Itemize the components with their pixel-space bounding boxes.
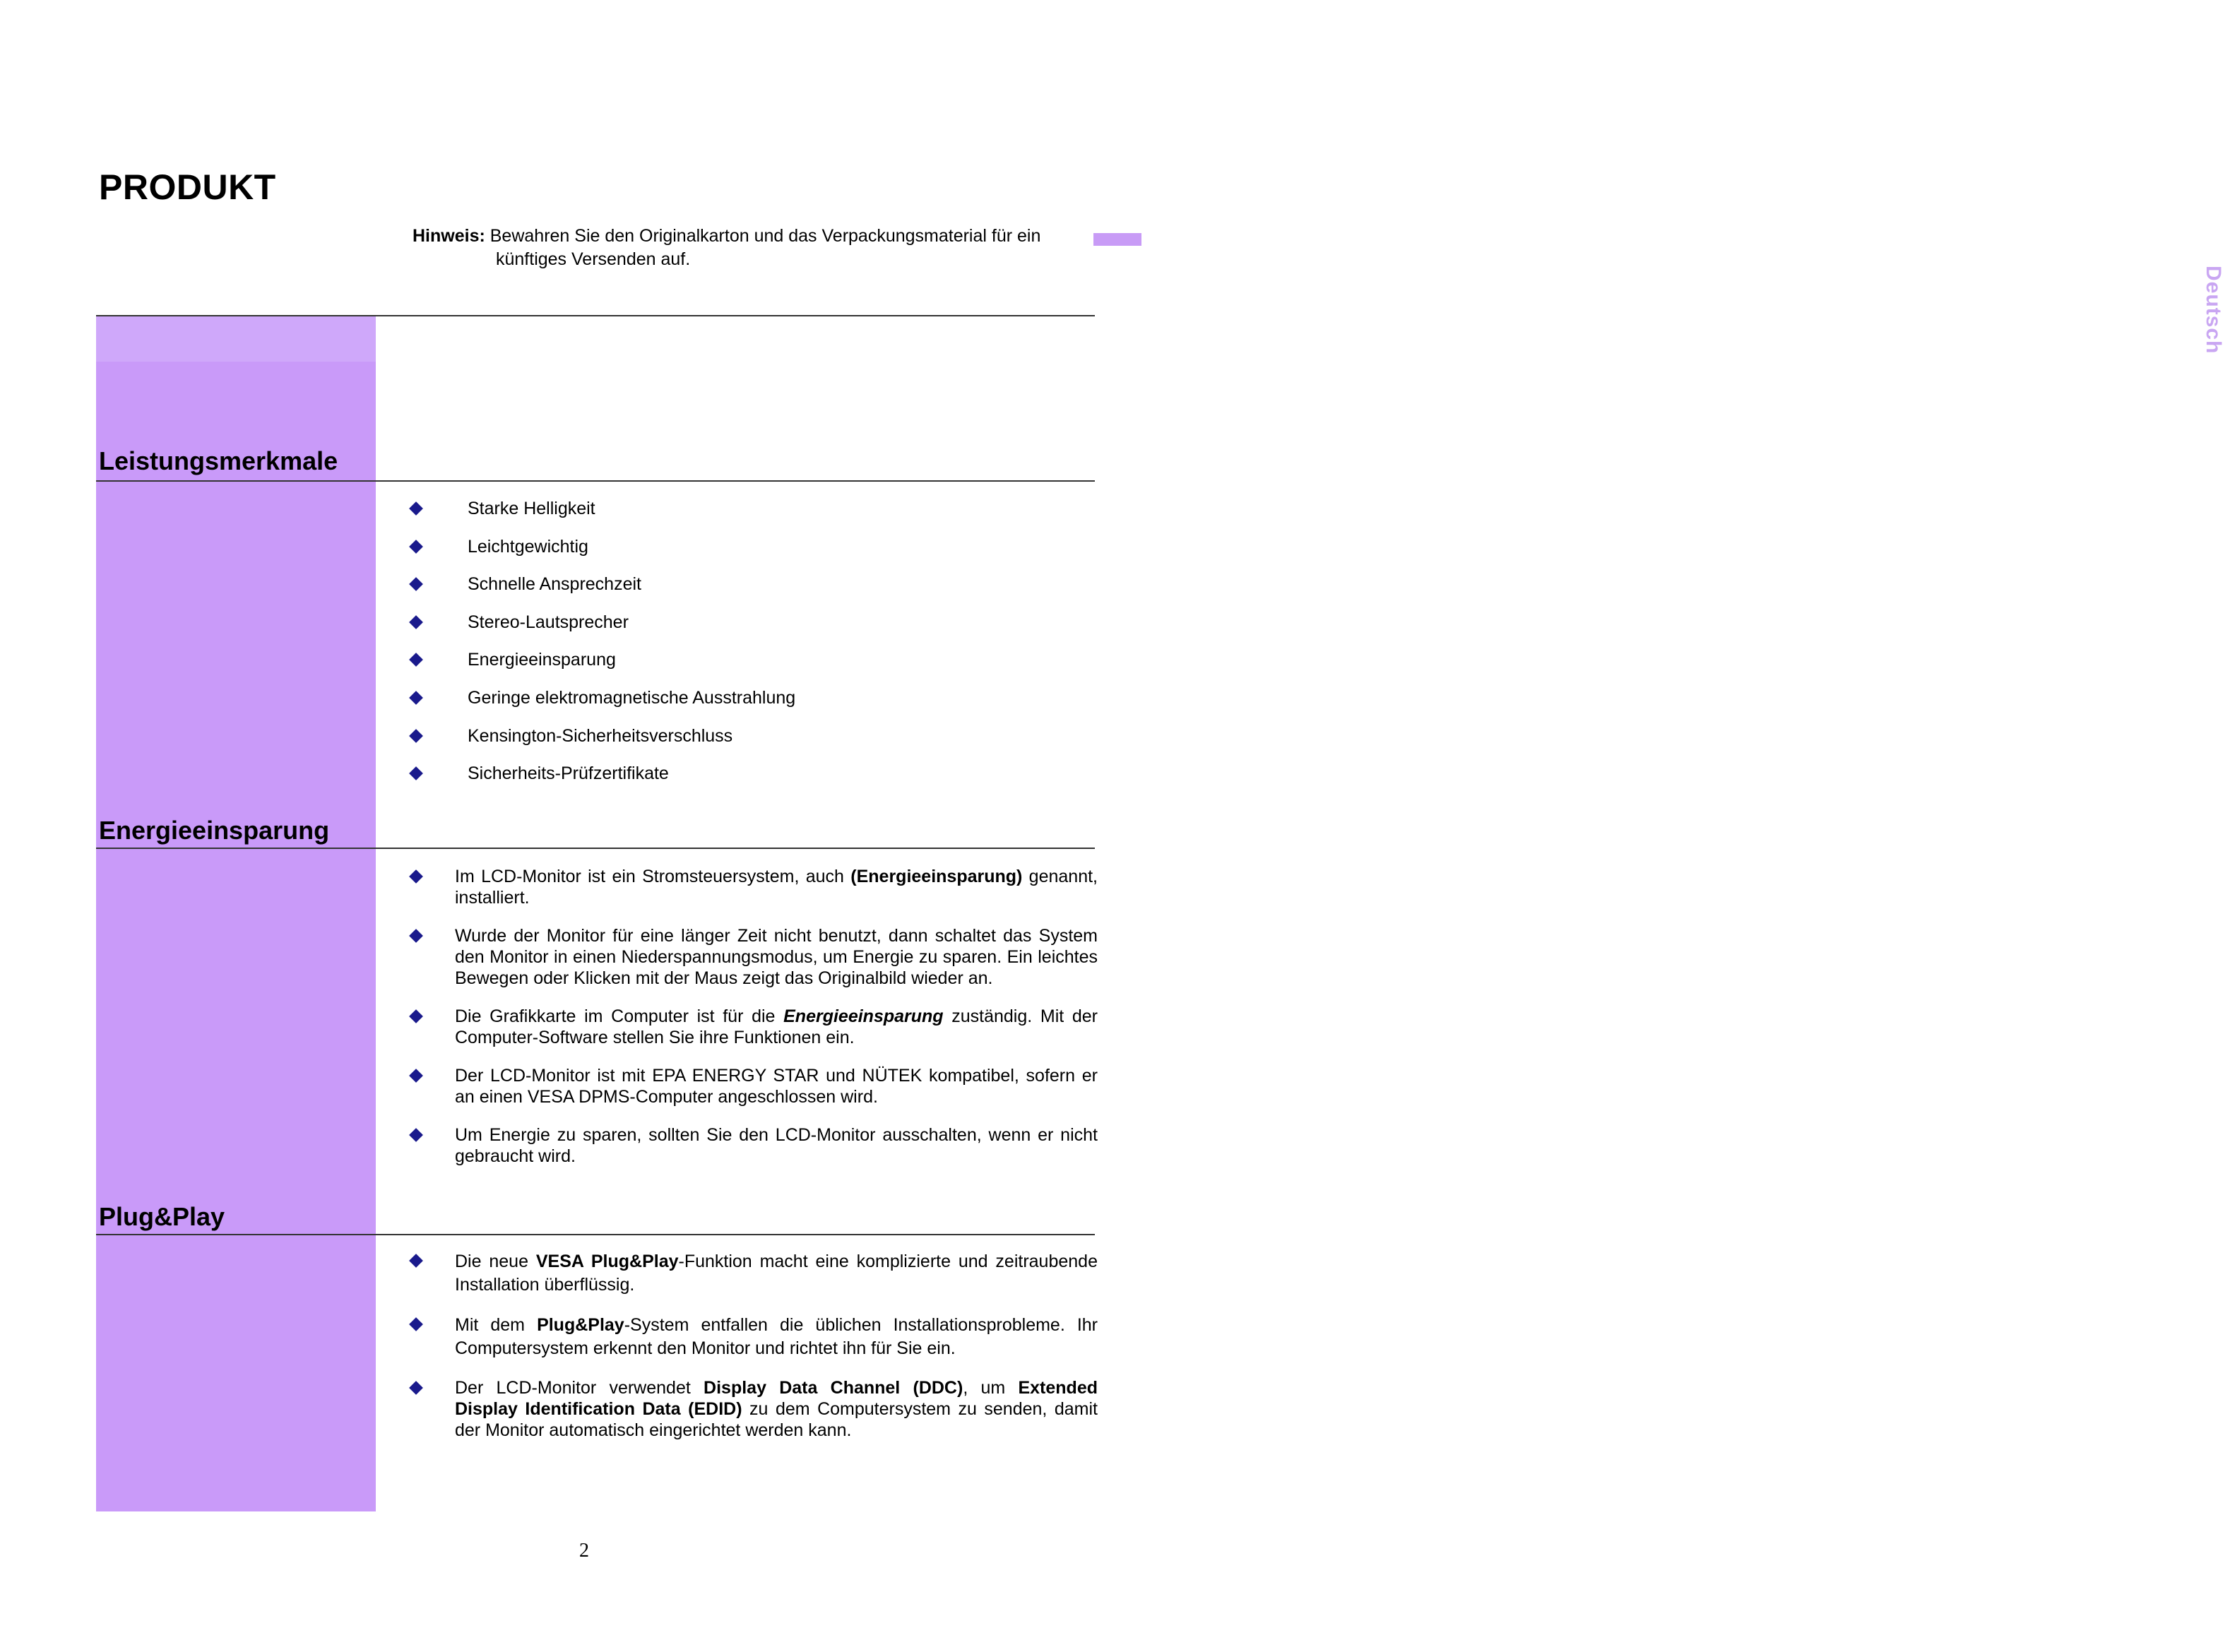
diamond-bullet-icon	[409, 691, 423, 705]
energy-list	[411, 866, 1098, 1167]
diamond-bullet-icon	[409, 653, 423, 667]
diamond-bullet-icon	[409, 501, 423, 516]
note-label: Hinweis:	[413, 226, 485, 246]
note	[413, 225, 1076, 271]
language-tab	[1088, 133, 2225, 355]
divider-top	[96, 315, 1095, 316]
list-item: Im LCD-Monitor ist ein Stromsteuersystem, auch (Energieeinsparung) genannt, installiert.	[411, 866, 1098, 908]
diamond-bullet-icon	[409, 577, 423, 591]
list-item: Schnelle Ansprechzeit	[411, 574, 1098, 612]
diamond-bullet-icon	[409, 1128, 423, 1142]
list-item: Mit dem Plug&Play-System entfallen die üblichen Installationsprobleme. Ihr Computersystem erkennt den Monitor und richtet ihn für Sie ein.	[411, 1314, 1098, 1360]
diamond-bullet-icon	[409, 1254, 423, 1268]
diamond-bullet-icon	[409, 869, 423, 884]
diamond-bullet-icon	[409, 615, 423, 629]
diamond-bullet-icon	[409, 1381, 423, 1395]
section-title-features: Leistungsmerkmale	[99, 446, 338, 475]
list-item: Sicherheits-Prüfzertifikate	[411, 763, 1098, 801]
list-item: Die neue VESA Plug&Play-Funktion macht eine komplizierte und zeitraubende Installation überflüssig.	[411, 1250, 1098, 1297]
diamond-bullet-icon	[409, 929, 423, 943]
language-tab-label: Deutsch	[2202, 266, 2225, 355]
diamond-bullet-icon	[409, 1009, 423, 1023]
diamond-bullet-icon	[409, 729, 423, 743]
features-list	[411, 498, 1098, 801]
diamond-bullet-icon	[409, 1317, 423, 1331]
list-item: Um Energie zu sparen, sollten Sie den LCD-Monitor ausschalten, wenn er nicht gebraucht wird.	[411, 1124, 1098, 1167]
page-number: 2	[579, 1540, 589, 1562]
page-title: PRODUKT	[99, 167, 276, 207]
divider-energy	[96, 848, 1095, 849]
list-item: Geringe elektromagnetische Ausstrahlung	[411, 687, 1098, 725]
sidebar-band	[96, 316, 376, 1511]
sidebar-band-top	[96, 316, 376, 362]
section-title-plugplay: Plug&Play	[99, 1202, 225, 1231]
section-title-energy: Energieeinsparung	[99, 816, 330, 845]
list-item: Stereo-Lautsprecher	[411, 612, 1098, 650]
note-line-2: künftiges Versenden auf.	[496, 249, 691, 269]
list-item: Die Grafikkarte im Computer ist für die Energieeinsparung zuständig. Mit der Computer-Software stellen Sie ihre Funktionen ein.	[411, 1006, 1098, 1048]
plugplay-list	[411, 1250, 1098, 1441]
diamond-bullet-icon	[409, 766, 423, 780]
list-item: Leichtgewichtig	[411, 536, 1098, 574]
note-line-1: Bewahren Sie den Originalkarton und das Verpackungsmaterial für ein	[490, 226, 1041, 246]
list-item: Der LCD-Monitor verwendet Display Data Channel (DDC), um Extended Display Identification Data (EDID) zu dem Computersystem zu senden, damit der Monitor automatisch eingerichtet werden kann.	[411, 1377, 1098, 1441]
list-item: Starke Helligkeit	[411, 498, 1098, 536]
divider-plugplay	[96, 1234, 1095, 1235]
list-item: Der LCD-Monitor ist mit EPA ENERGY STAR und NÜTEK kompatibel, sofern er an einen VESA DPMS-Computer angeschlossen wird.	[411, 1065, 1098, 1107]
diamond-bullet-icon	[409, 540, 423, 554]
diamond-bullet-icon	[409, 1069, 423, 1083]
language-tab-marker	[1093, 233, 1141, 246]
list-item: Energieeinsparung	[411, 649, 1098, 687]
list-item: Kensington-Sicherheitsverschluss	[411, 725, 1098, 763]
divider-features	[96, 480, 1095, 482]
list-item: Wurde der Monitor für eine länger Zeit nicht benutzt, dann schaltet das System den Monitor in einen Niederspannungsmodus, um Energie zu sparen. Ein leichtes Bewegen oder Klicken mit der Maus zeigt das Originalbild wieder an.	[411, 925, 1098, 989]
